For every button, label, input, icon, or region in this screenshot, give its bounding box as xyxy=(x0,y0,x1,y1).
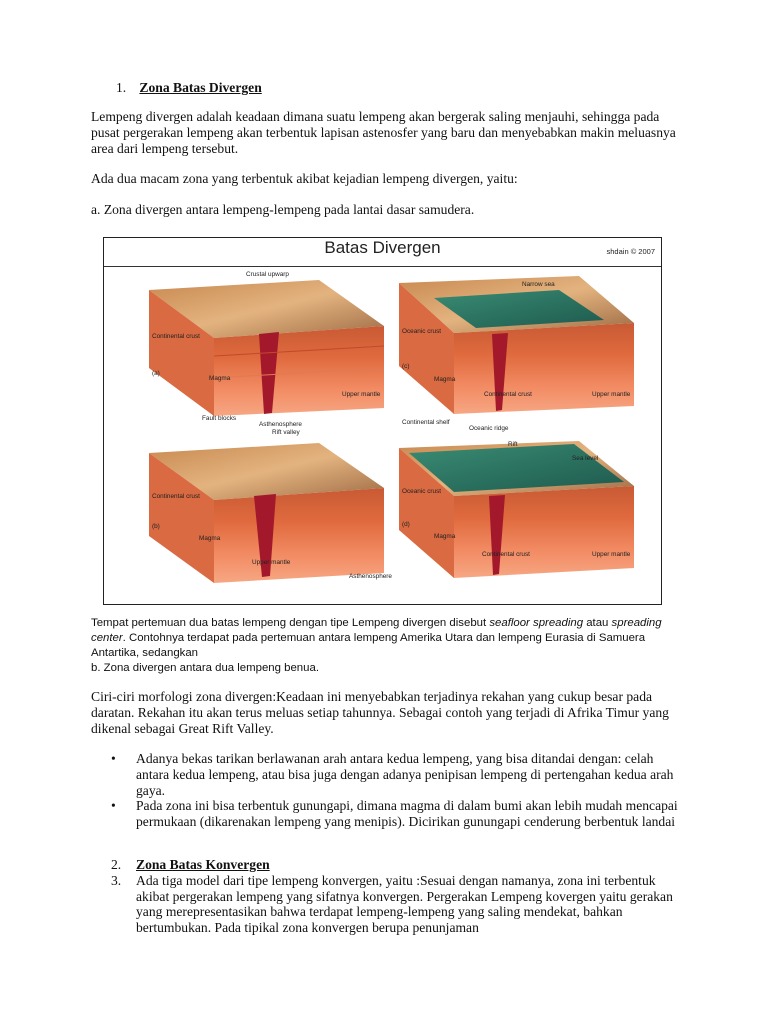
label-upper-mantle-c: Upper mantle xyxy=(592,391,631,398)
item-number: 3. xyxy=(111,872,122,888)
bullet-item xyxy=(91,798,681,830)
label-rift: Rift xyxy=(508,441,518,448)
bullet-item xyxy=(91,751,681,798)
label-upper-mantle-a: Upper mantle xyxy=(342,391,381,398)
figure-title: Batas Divergen xyxy=(324,238,441,257)
bullet-symbol: • xyxy=(111,798,116,814)
label-upper-mantle-b: Upper mantle xyxy=(252,559,291,566)
label-continental-crust-b: Continental crust xyxy=(152,493,200,500)
figure-title-divider xyxy=(104,266,661,267)
caption-text-2: atau xyxy=(583,617,612,629)
label-narrow-sea: Narrow sea xyxy=(522,281,555,288)
section-heading-divergen xyxy=(116,80,262,96)
label-magma-b: Magma xyxy=(199,535,221,542)
label-sea-level: Sea level xyxy=(572,455,599,462)
section-title: Zona Batas Divergen xyxy=(139,80,262,95)
label-continental-crust-c: Continental crust xyxy=(484,391,532,398)
section-number: 1. xyxy=(116,80,127,95)
figure-illustration xyxy=(104,238,661,604)
numbered-list xyxy=(91,857,681,936)
caption-text-1: Tempat pertemuan dua batas lempeng dengan tipe Lempeng divergen disebut xyxy=(91,617,490,629)
label-magma-c: Magma xyxy=(434,376,456,383)
panel-label-c: (c) xyxy=(402,363,410,370)
panel-label-b: (b) xyxy=(152,523,160,530)
label-magma-a: Magma xyxy=(209,375,231,382)
label-upper-mantle-d: Upper mantle xyxy=(592,551,631,558)
label-oceanic-crust-c: Oceanic crust xyxy=(402,328,442,335)
caption-italic-2: spreading center xyxy=(91,617,662,644)
paragraph-morphology: Ciri-ciri morfologi zona divergen:Keadaan ini menyebabkan terjadinya rekahan yang cukup besar pada daratan. Rekahan itu akan terus meluas setiap tahunnya. Sebagai contoh yang terjadi di Afrika Timur yang dikenal sebagai Great Rift Valley. xyxy=(91,689,669,736)
item-text: Ada tiga model dari tipe lempeng konvergen, yaitu :Sesuai dengan namanya, zona ini terbentuk akibat pergerakan lempeng yang sifatnya konvergen. Pergerakan Lempeng kovergen yaitu gerakan yang merepresentasikan bahwa terdapat lempeng-lempeng yang saling mendekat, bahkan bertumbukan. Pada tipikal zona konvergen berupa penunjaman xyxy=(136,872,673,936)
section-title: Zona Batas Konvergen xyxy=(136,857,270,872)
panel-label-a: (a) xyxy=(152,370,160,377)
label-magma-d: Magma xyxy=(434,533,456,540)
bullet-text: Pada zona ini bisa terbentuk gunungapi, dimana magma di dalam bumi akan lebih mudah mencapai permukaan (dikarenakan lempeng yang menipis). Dicirikan gunungapi cenderung berbentuk landai xyxy=(136,798,678,830)
label-continental-shelf: Continental shelf xyxy=(402,419,450,426)
caption-italic-1: seafloor spreading xyxy=(489,617,584,629)
paragraph-intro: Ada dua macam zona yang terbentuk akibat kejadian lempeng divergen, yaitu: xyxy=(91,171,518,186)
label-crustal-upwarp: Crustal upwarp xyxy=(246,271,289,278)
label-asthenosphere-b: Asthenosphere xyxy=(349,573,392,580)
section-number: 2. xyxy=(111,857,122,872)
list-item-b: b. Zona divergen antara dua lempeng benua. xyxy=(91,662,319,674)
list-item-a: a. Zona divergen antara lempeng-lempeng pada lantai dasar samudera. xyxy=(91,202,475,217)
label-fault-blocks: Fault blocks xyxy=(202,415,237,422)
figure-credit: shdain © 2007 xyxy=(606,247,655,256)
bullet-list xyxy=(91,751,681,830)
label-continental-crust-a: Continental crust xyxy=(152,333,200,340)
bullet-symbol: • xyxy=(111,751,116,766)
label-continental-crust-d: Continental crust xyxy=(482,551,530,558)
caption-text-3: . Contohnya terdapat pada pertemuan antara lempeng Amerika Utara dan lempeng Eurasia di Samuera Antartika, sedangkan xyxy=(91,632,646,659)
paragraph-definition: Lempeng divergen adalah keadaan dimana suatu lempeng akan bergerak saling menjauhi, sehingga pada pusat pergerakan lempeng akan terbentuk lapisan astenosfer yang baru dan menyebabkan makin meluasnya area dari lempeng tersebut. xyxy=(91,109,676,156)
list-item-3 xyxy=(91,873,681,936)
section-heading-konvergen xyxy=(91,857,681,873)
label-oceanic-crust-d: Oceanic crust xyxy=(402,488,442,495)
panel-label-d: (d) xyxy=(402,521,410,528)
label-rift-valley: Rift valley xyxy=(272,429,300,436)
bullet-text: Adanya bekas tarikan berlawanan arah antara kedua lempeng, yang bisa ditandai dengan: celah antara kedua lempeng, atau bisa juga dengan adanya penipisan lempeng di pertengahan kedua arah gaya. xyxy=(136,751,674,798)
figure-caption xyxy=(91,616,681,676)
label-asthenosphere-a: Asthenosphere xyxy=(259,421,302,428)
label-oceanic-ridge: Oceanic ridge xyxy=(469,425,509,432)
divergent-boundary-figure xyxy=(103,237,662,605)
